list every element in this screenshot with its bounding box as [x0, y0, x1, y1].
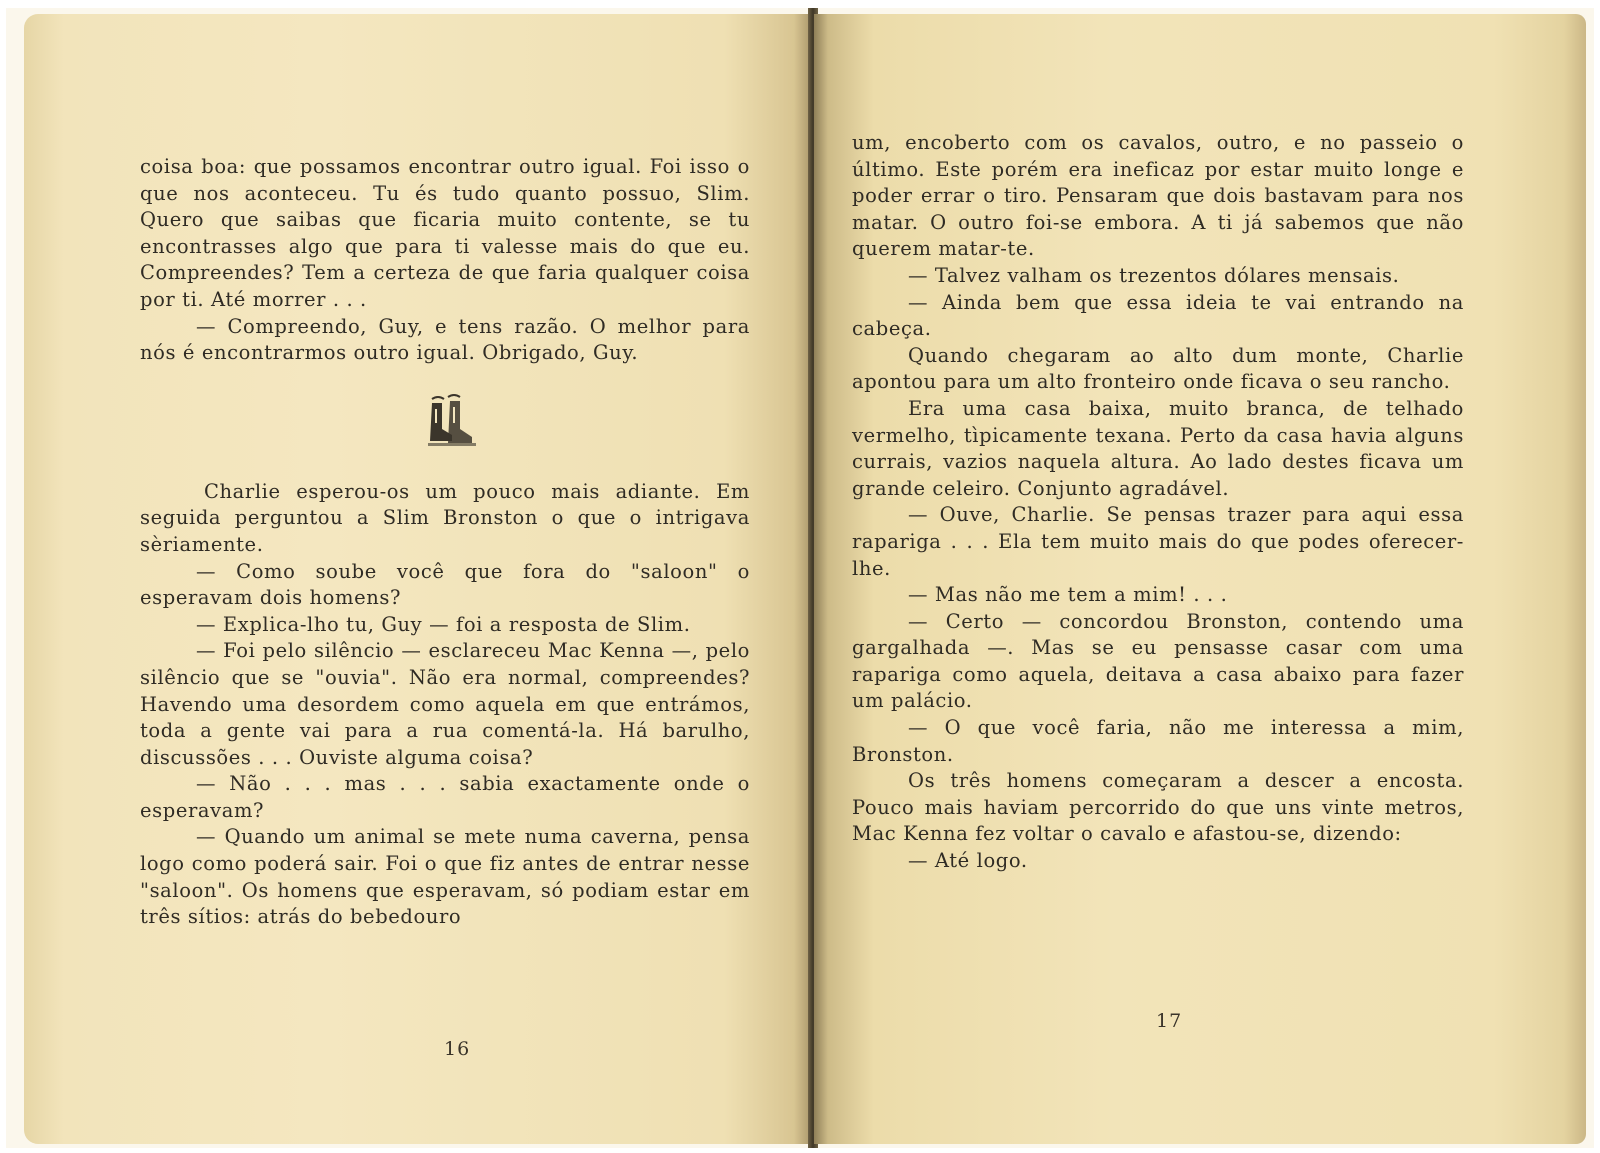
paragraph: — Explica-lho tu, Guy — foi a resposta de Slim. [196, 612, 691, 636]
paragraph: um, encoberto com os cavalos, outro, e no passeio o último. Este porém era ineficaz por estar muito longe e poder errar o tiro. Pensaram que dois bastavam para nos matar. O outro foi-se embora. A ti já sabemos que não querem matar-te. [852, 131, 1464, 261]
paragraph: Charlie esperou-os um pouco mais adiante. Em seguida perguntou a Slim Bronston o que o intrigava sèriamente. [140, 479, 750, 556]
left-page-text [140, 154, 750, 931]
cowboy-boots-vignette-icon [410, 391, 480, 457]
paragraph: coisa boa: que possamos encontrar outro igual. Foi isso o que nos aconteceu. Tu és tudo quanto possuo, Slim. Quero que saibas que ficaria muito contente, se tu encontrasses algo que para ti valesse mais do que eu. Compreendes? Tem a certeza de que faria qualquer coisa por ti. Até morrer . . . [140, 155, 750, 311]
paragraph: Quando chegaram ao alto dum monte, Charlie apontou para um alto fronteiro onde ficava o seu rancho. [852, 343, 1464, 394]
page-number-left: 16 [444, 1038, 471, 1060]
page-number-right: 17 [1156, 1010, 1183, 1032]
open-book [6, 8, 1594, 1148]
paragraph: — Quando um animal se mete numa caverna, pensa logo como poderá sair. Foi o que fiz antes de entrar nesse "saloon". Os homens que esperavam, só podiam estar em três sítios: atrás do bebedouro [140, 825, 750, 929]
paragraph: — Foi pelo silêncio — esclareceu Mac Kenna —, pelo silêncio que se "ouvia". Não era normal, compreendes? Havendo uma desordem como aquela em que entrámos, toda a gente vai para a rua comentá-la. Há barulho, discussões . . . Ouviste alguma coisa? [140, 639, 750, 769]
paragraph: — Compreendo, Guy, e tens razão. O melhor para nós é encontrarmos outro igual. Obrigado, Guy. [140, 314, 750, 365]
right-page-text [852, 130, 1464, 875]
right-page [814, 14, 1586, 1144]
paragraph: — Certo — concordou Bronston, contendo uma gargalhada —. Mas se eu pensasse casar com uma rapariga como aquela, deitava a casa abaixo para fazer um palácio. [852, 609, 1464, 713]
paragraph: — Ainda bem que essa ideia te vai entrando na cabeça. [852, 290, 1464, 341]
paragraph: — Mas não me tem a mim! . . . [908, 583, 1228, 607]
paragraph: — Não . . . mas . . . sabia exactamente onde o esperavam? [140, 772, 750, 822]
paragraph: — Até logo. [908, 849, 1028, 873]
paragraph: Era uma casa baixa, muito branca, de telhado vermelho, tìpicamente texana. Perto da casa havia alguns currais, vazios naquela altura. Ao lado destes ficava um grande celeiro. Conjunto agradável. [852, 396, 1464, 500]
paragraph: — Ouve, Charlie. Se pensas trazer para aqui essa rapariga . . . Ela tem muito mais do que podes oferecer-lhe. [852, 503, 1464, 580]
paragraph: — Talvez valham os trezentos dólares mensais. [908, 263, 1400, 287]
paragraph: — Como soube você que fora do "saloon" o esperavam dois homens? [140, 559, 750, 610]
paragraph: — O que você faria, não me interessa a mim, Bronston. [852, 716, 1464, 766]
paragraph: Os três homens começaram a descer a encosta. Pouco mais haviam percorrido do que uns vinte metros, Mac Kenna fez voltar o cavalo e afastou-se, dizendo: [852, 769, 1464, 846]
left-page [24, 14, 812, 1144]
